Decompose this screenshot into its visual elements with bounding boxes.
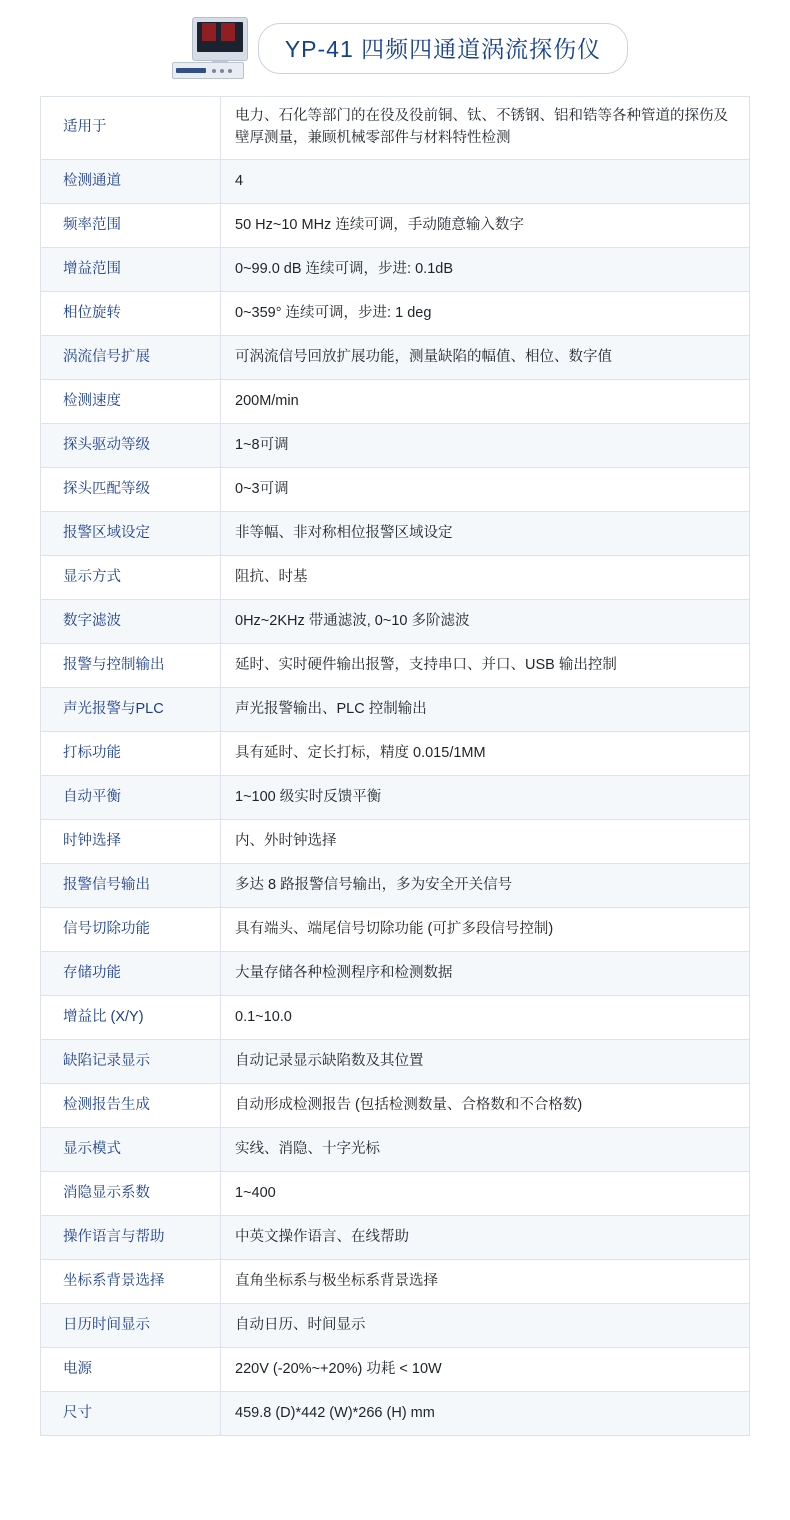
spec-key: 检测报告生成 — [41, 1083, 221, 1127]
table-row — [41, 995, 750, 1039]
spec-key: 数字滤波 — [41, 599, 221, 643]
spec-key: 声光报警与PLC — [41, 687, 221, 731]
spec-value: 自动日历、时间显示 — [221, 1303, 750, 1347]
spec-value: 1~100 级实时反馈平衡 — [221, 775, 750, 819]
spec-value: 延时、实时硬件输出报警，支持串口、并口、USB 输出控制 — [221, 643, 750, 687]
spec-key: 自动平衡 — [41, 775, 221, 819]
spec-key: 增益范围 — [41, 247, 221, 291]
base-panel-strip — [176, 68, 206, 73]
table-row — [41, 1347, 750, 1391]
spec-key: 存储功能 — [41, 951, 221, 995]
instrument-icon — [172, 17, 248, 79]
spec-key: 检测通道 — [41, 159, 221, 203]
base-led-3 — [228, 69, 232, 73]
spec-key: 检测速度 — [41, 379, 221, 423]
spec-key: 坐标系背景选择 — [41, 1259, 221, 1303]
table-row — [41, 731, 750, 775]
table-row — [41, 379, 750, 423]
spec-key: 频率范围 — [41, 203, 221, 247]
spec-value: 具有延时、定长打标，精度 0.015/1MM — [221, 731, 750, 775]
spec-value: 200M/min — [221, 379, 750, 423]
screen-trace-right — [221, 23, 235, 41]
spec-key: 电源 — [41, 1347, 221, 1391]
table-row — [41, 775, 750, 819]
spec-value: 0Hz~2KHz 带通滤波, 0~10 多阶滤波 — [221, 599, 750, 643]
table-row — [41, 159, 750, 203]
table-row — [41, 335, 750, 379]
spec-value: 0~359° 连续可调，步进: 1 deg — [221, 291, 750, 335]
page-header — [0, 0, 790, 96]
spec-key: 适用于 — [41, 97, 221, 160]
spec-value: 0~3可调 — [221, 467, 750, 511]
spec-value: 4 — [221, 159, 750, 203]
spec-value: 具有端头、端尾信号切除功能 (可扩多段信号控制) — [221, 907, 750, 951]
spec-key: 日历时间显示 — [41, 1303, 221, 1347]
spec-key: 时钟选择 — [41, 819, 221, 863]
spec-value: 阻抗、时基 — [221, 555, 750, 599]
table-row — [41, 863, 750, 907]
table-row — [41, 1259, 750, 1303]
spec-value: 实线、消隐、十字光标 — [221, 1127, 750, 1171]
spec-key: 打标功能 — [41, 731, 221, 775]
spec-key: 缺陷记录显示 — [41, 1039, 221, 1083]
table-row — [41, 643, 750, 687]
table-row — [41, 1215, 750, 1259]
table-row — [41, 1039, 750, 1083]
table-row — [41, 1127, 750, 1171]
spec-value: 0~99.0 dB 连续可调，步进: 0.1dB — [221, 247, 750, 291]
title-pill — [258, 23, 628, 74]
spec-value: 1~8可调 — [221, 423, 750, 467]
table-row — [41, 511, 750, 555]
table-row — [41, 291, 750, 335]
spec-value: 可涡流信号回放扩展功能，测量缺陷的幅值、相位、数字值 — [221, 335, 750, 379]
spec-key: 相位旋转 — [41, 291, 221, 335]
spec-key: 尺寸 — [41, 1391, 221, 1435]
table-row — [41, 687, 750, 731]
table-row — [41, 1083, 750, 1127]
spec-value: 内、外时钟选择 — [221, 819, 750, 863]
spec-key: 信号切除功能 — [41, 907, 221, 951]
table-row — [41, 951, 750, 995]
spec-key: 消隐显示系数 — [41, 1171, 221, 1215]
spec-value: 直角坐标系与极坐标系背景选择 — [221, 1259, 750, 1303]
specification-table — [40, 96, 750, 1436]
table-row — [41, 247, 750, 291]
spec-value: 220V (-20%~+20%) 功耗 < 10W — [221, 1347, 750, 1391]
spec-value: 大量存储各种检测程序和检测数据 — [221, 951, 750, 995]
spec-value: 自动形成检测报告 (包括检测数量、合格数和不合格数) — [221, 1083, 750, 1127]
spec-value: 非等幅、非对称相位报警区域设定 — [221, 511, 750, 555]
spec-key: 报警区域设定 — [41, 511, 221, 555]
table-row — [41, 467, 750, 511]
spec-value: 自动记录显示缺陷数及其位置 — [221, 1039, 750, 1083]
spec-value: 50 Hz~10 MHz 连续可调，手动随意输入数字 — [221, 203, 750, 247]
base-led-1 — [212, 69, 216, 73]
spec-key: 报警信号输出 — [41, 863, 221, 907]
table-row — [41, 1171, 750, 1215]
table-row — [41, 555, 750, 599]
spec-key: 增益比 (X/Y) — [41, 995, 221, 1039]
base-led-2 — [220, 69, 224, 73]
spec-value: 多达 8 路报警信号输出，多为安全开关信号 — [221, 863, 750, 907]
spec-value: 电力、石化等部门的在役及役前铜、钛、不锈钢、铝和锆等各种管道的探伤及壁厚测量，兼顾机械零部件与材料特性检测 — [221, 97, 750, 160]
spec-key: 显示方式 — [41, 555, 221, 599]
spec-key: 探头匹配等级 — [41, 467, 221, 511]
screen-trace-left — [202, 23, 216, 41]
table-row — [41, 1391, 750, 1435]
spec-key: 显示模式 — [41, 1127, 221, 1171]
table-row — [41, 599, 750, 643]
table-row — [41, 203, 750, 247]
table-row — [41, 1303, 750, 1347]
spec-value: 中英文操作语言、在线帮助 — [221, 1215, 750, 1259]
spec-value: 459.8 (D)*442 (W)*266 (H) mm — [221, 1391, 750, 1435]
table-row — [41, 423, 750, 467]
table-row — [41, 97, 750, 160]
spec-table-wrap — [0, 96, 790, 1436]
spec-value: 1~400 — [221, 1171, 750, 1215]
spec-key: 涡流信号扩展 — [41, 335, 221, 379]
spec-key: 探头驱动等级 — [41, 423, 221, 467]
spec-value: 0.1~10.0 — [221, 995, 750, 1039]
spec-key: 操作语言与帮助 — [41, 1215, 221, 1259]
page-title: YP-41 四频四通道涡流探伤仪 — [284, 35, 602, 62]
table-row — [41, 819, 750, 863]
spec-key: 报警与控制输出 — [41, 643, 221, 687]
spec-value: 声光报警输出、PLC 控制输出 — [221, 687, 750, 731]
specification-table-body — [41, 97, 750, 1436]
table-row — [41, 907, 750, 951]
